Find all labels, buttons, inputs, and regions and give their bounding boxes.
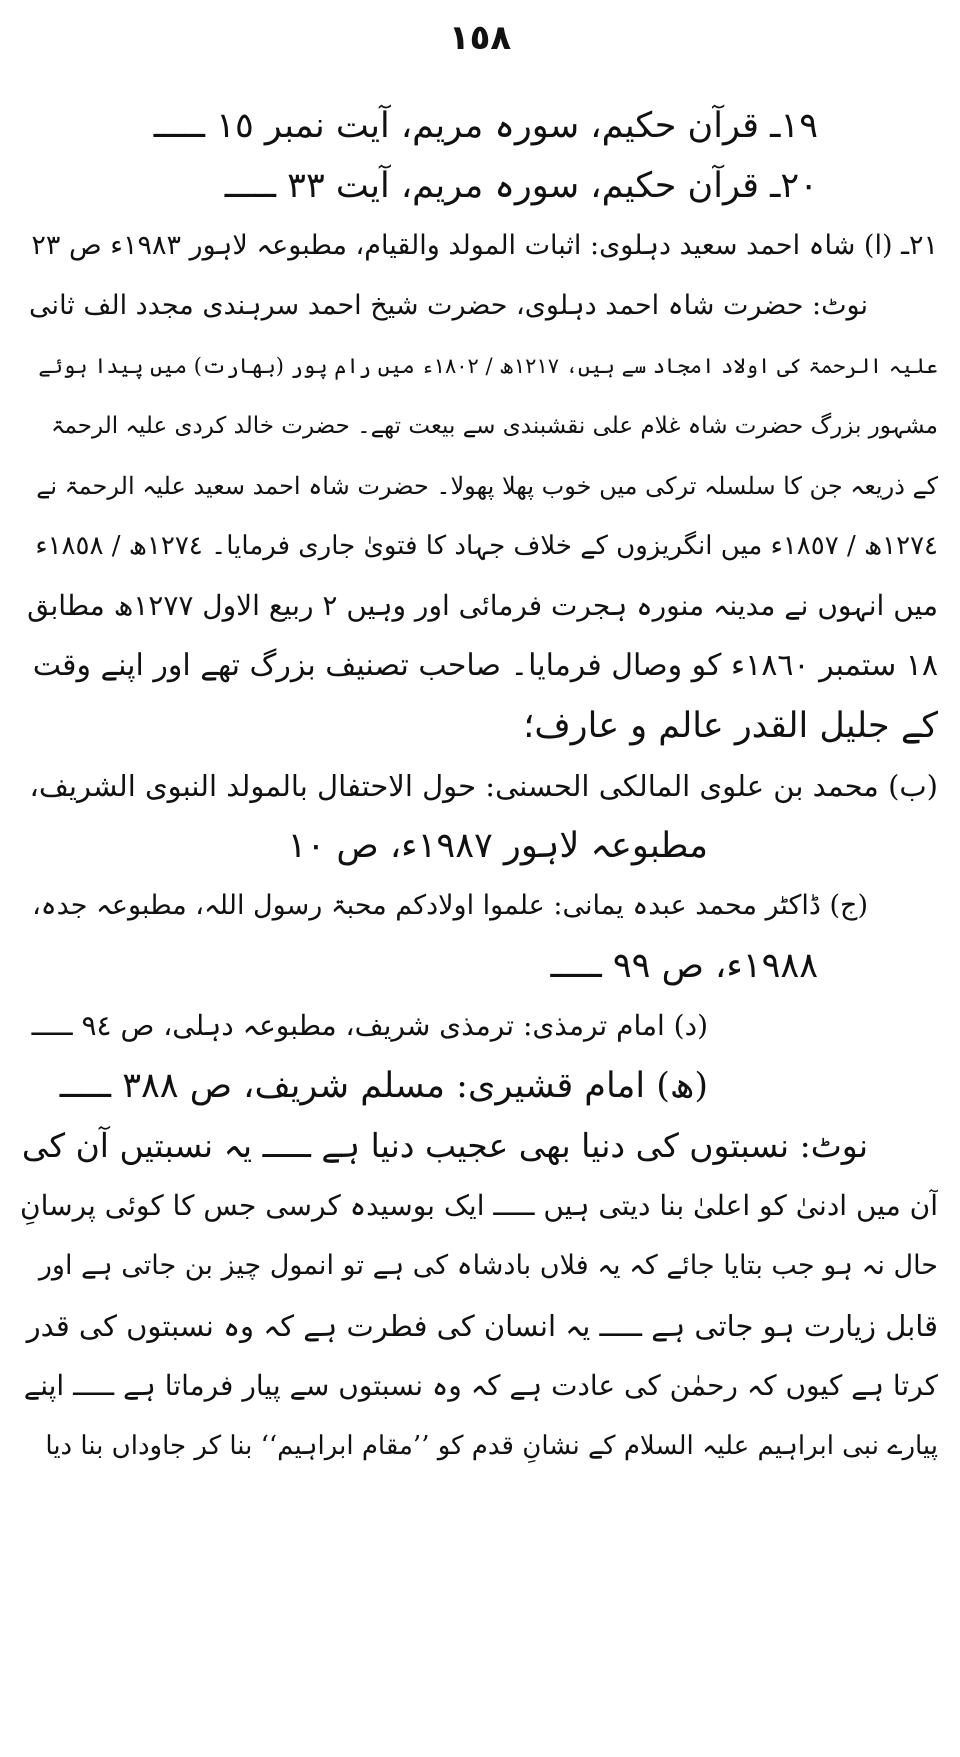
- text-line: ١٢٧٤ھ / ١٨٥٧ء میں انگریزوں کے خلاف جہاد کا فتویٰ جاری فرمایا۔ ١٢٧٤ھ / ١٨٥٨ء: [35, 531, 938, 561]
- text-line: ٢١ـ (ا) شاہ احمد سعید دہلوی: اثبات المولد والقیام، مطبوعہ لاہور ١٩٨٣ء ص ٢٣: [31, 230, 938, 261]
- text-line: (د) امام ترمذی: ترمذی شریف، مطبوعہ دہلی، ص ٩٤ ـــــ: [31, 1009, 708, 1042]
- text-line: ١٩ـ قرآن حکیم، سورہ مریم، آیت نمبر ١٥ ـــــ: [153, 106, 818, 146]
- text-line: مطبوعہ لاہور ١٩٨٧ء، ص ١٠: [287, 826, 708, 866]
- text-line: (ج) ڈاکٹر محمد عبدہ یمانی: علموا اولادکم محبۃ رسول اللہ، مطبوعہ جدہ،: [32, 890, 868, 921]
- text-line: ١٨ ستمبر ١٨٦٠ء کو وصال فرمایا۔ صاحب تصنیف بزرگ تھے اور اپنے وقت: [32, 648, 938, 683]
- text-line: نوٹ: نسبتوں کی دنیا بھی عجیب دنیا ہے ـــــ یہ نسبتیں آن کی: [21, 1126, 868, 1165]
- text-line: میں انہوں نے مدینہ منورہ ہجرت فرمائی اور وہیں ٢ ربیع الاول ١٢٧٧ھ مطابق: [27, 589, 938, 622]
- text-line: پیارے نبی ابراہیم علیہ السلام کے نشانِ قدم کو ’’مقام ابراہیم‘‘ بنا کر جاوداں بنا دیا: [45, 1431, 938, 1461]
- text-line: ٢٠ـ قرآن حکیم، سورہ مریم، آیت ٣٣ ـــــ: [224, 166, 818, 206]
- text-line: (ب) محمد بن علوی المالکی الحسنی: حول الاحتفال بالمولد النبوی الشریف،: [29, 769, 938, 803]
- text-line: علیہ الرحمۃ کی اولاد امجاد سے ہیں، ١٢١٧ھ / ١٨٠٢ء میں رام پور (بھارت) میں پیدا ہوئے: [38, 354, 938, 378]
- text-line: کے جلیل القدر عالم و عارف؛: [523, 706, 938, 746]
- text-line: قابل زیارت ہو جاتی ہے ـــــ یہ انسان کی فطرت ہے کہ وہ نسبتوں کی قدر: [26, 1309, 938, 1343]
- text-line: حال نہ ہو جب بتایا جائے کہ یہ فلاں بادشاہ کی ہے تو انمول چیز بن جاتی ہے اور: [38, 1250, 938, 1281]
- text-line: نوٹ: حضرت شاہ احمد دہلوی، حضرت شیخ احمد سرہندی مجدد الف ثانی: [29, 290, 868, 321]
- text-line: ١٩٨٨ء، ص ٩٩ ـــــ: [550, 946, 818, 986]
- text-line: (ھ) امام قشیری: مسلم شریف، ص ٣٨٨ ـــــ: [59, 1066, 708, 1106]
- text-line: آن میں ادنیٰ کو اعلیٰ بنا دیتی ہیں ـــــ ایک بوسیدہ کرسی جس کا کوئی پرسانِ: [20, 1189, 938, 1222]
- text-body: [18, 96, 938, 1476]
- text-line: کرتا ہے کیوں کہ رحمٰن کی عادت ہے کہ وہ نسبتوں سے پیار فرماتا ہے ـــــ اپنے: [23, 1369, 938, 1402]
- page-number: ١٥٨: [448, 18, 512, 58]
- text-line: مشہور بزرگ حضرت شاہ غلام علی نقشبندی سے بیعت تھے۔ حضرت خالد کردی علیہ الرحمۃ: [51, 413, 938, 439]
- text-line: کے ذریعہ جن کا سلسلہ ترکی میں خوب پھلا پھولا۔ حضرت شاہ احمد سعید علیہ الرحمۃ نے: [36, 472, 938, 500]
